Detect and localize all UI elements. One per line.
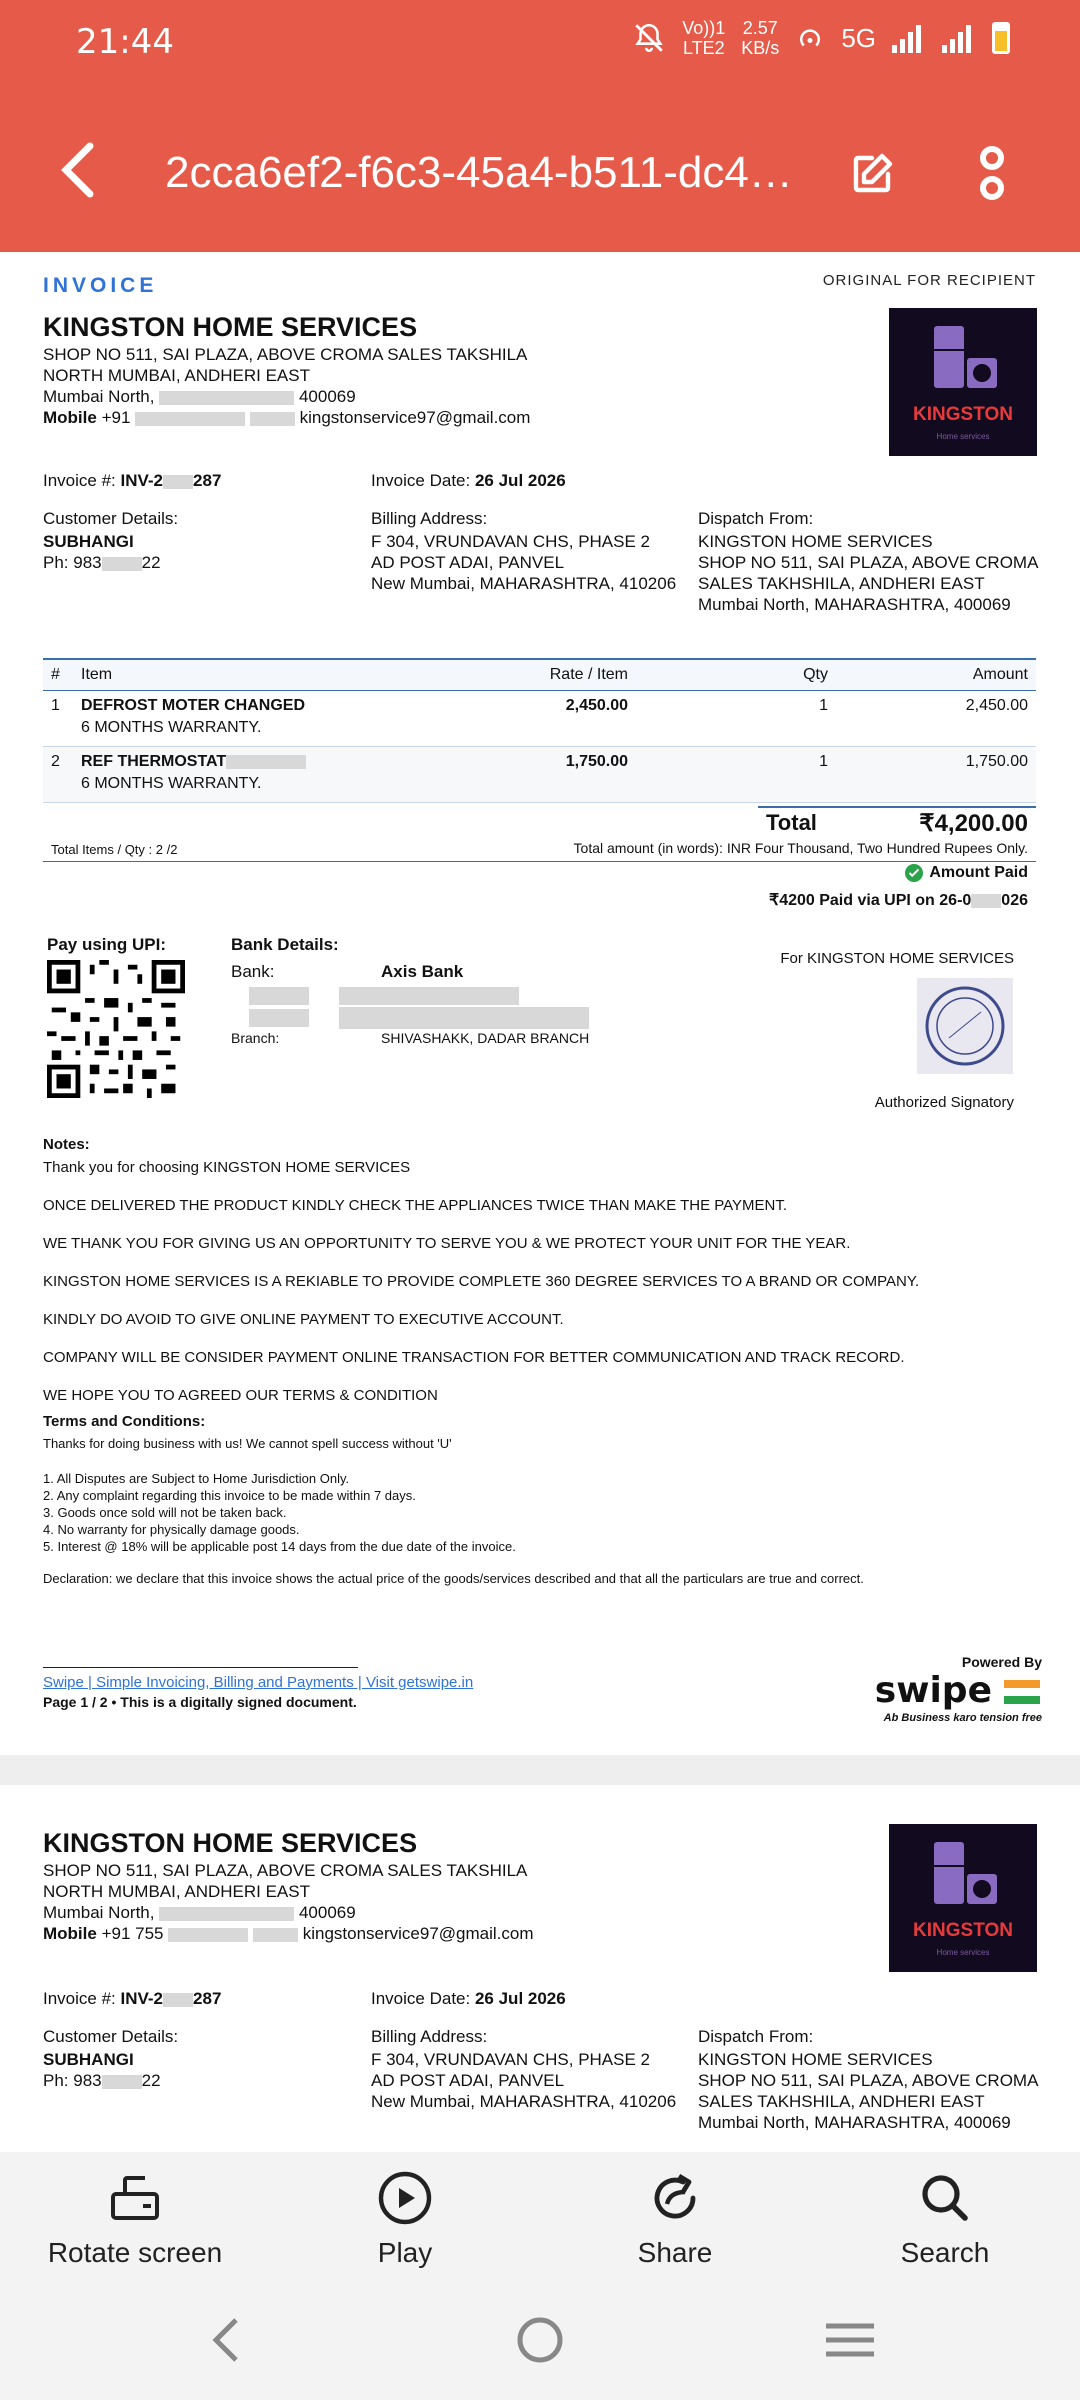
customer-phone <box>43 2070 178 2091</box>
document-title: 2cca6ef2-f6c3-45a4-b511-dc4… <box>165 148 793 197</box>
share-button[interactable] <box>575 2170 775 2269</box>
branch-value: SHIVASHAKK, DADAR BRANCH <box>381 1030 590 1046</box>
invoice-number-label: Invoice #: <box>43 1989 116 2008</box>
fridge-icon <box>889 308 1037 398</box>
phone-prefix: Ph: 983 <box>43 2071 102 2090</box>
row-item <box>73 691 456 747</box>
invoice-date-label: Invoice Date: <box>371 471 471 490</box>
redacted <box>249 987 309 1005</box>
words-rule <box>43 861 1036 862</box>
share-icon <box>647 2170 703 2226</box>
column-qty: Qty <box>636 659 836 691</box>
address-pin: 400069 <box>298 1903 356 1922</box>
bell-muted-icon <box>632 21 666 55</box>
company-email: kingstonservice97@gmail.com <box>299 408 531 427</box>
term-item: 2. Any complaint regarding this invoice to be made within 7 days. <box>43 1488 416 1503</box>
invoice-number-suffix: 287 <box>193 1989 222 2008</box>
status-icons <box>632 18 1010 58</box>
redacted <box>339 1007 589 1029</box>
customer-label: Customer Details: <box>43 2027 179 2046</box>
dispatch-line: Mumbai North, MAHARASHTRA, 400069 <box>698 2113 1011 2132</box>
phone-suffix: 22 <box>141 2071 161 2090</box>
for-company-label: For KINGSTON HOME SERVICES <box>780 950 1014 967</box>
dispatch-from <box>698 508 1038 615</box>
notes-section <box>43 1136 1038 1586</box>
billing-address <box>371 508 676 594</box>
redacted <box>249 1009 309 1027</box>
dispatch-line: SHOP NO 511, SAI PLAZA, ABOVE CROMA <box>698 2071 1039 2090</box>
customer-name: SUBHANGI <box>43 2050 134 2069</box>
term-item: 1. All Disputes are Subject to Home Jurisdiction Only. <box>43 1471 350 1486</box>
row-num: 2 <box>43 747 73 803</box>
page-number: Page 1 / 2 <box>43 1694 108 1710</box>
invoice-number-value: INV-2 <box>120 1989 164 2008</box>
redacted <box>971 894 1001 908</box>
mobile-label: Mobile <box>43 1924 97 1943</box>
paid-via-suffix: 026 <box>1001 892 1028 909</box>
branch-key: Branch: <box>231 1030 280 1046</box>
total-label: Total <box>766 810 817 835</box>
company-address <box>43 344 530 428</box>
invoice-label: INVOICE <box>43 274 158 297</box>
dispatch-label: Dispatch From: <box>698 509 814 528</box>
address-city: Mumbai North, <box>43 1903 155 1922</box>
note-line: WE HOPE YOU TO AGREED OUR TERMS & CONDITION <box>43 1387 438 1404</box>
invoice-date-value: 26 Jul 2026 <box>474 471 566 490</box>
customer-name: SUBHANGI <box>43 532 134 551</box>
row-qty: 1 <box>636 747 836 803</box>
logo-text: KINGSTON <box>913 404 1013 425</box>
dispatch-line: KINGSTON HOME SERVICES <box>698 532 933 551</box>
row-qty: 1 <box>636 691 836 747</box>
term-item: 4. No warranty for physically damage goods. <box>43 1522 300 1537</box>
play-label: Play <box>377 2237 433 2268</box>
column-num: # <box>43 659 73 691</box>
redacted <box>253 1928 298 1942</box>
item-name: DEFROST MOTER CHANGED <box>81 697 305 714</box>
table-header <box>43 659 1036 691</box>
redacted <box>226 755 306 769</box>
page2-invoice-date <box>371 1988 566 2009</box>
redacted <box>159 1907 294 1921</box>
page-gap <box>0 1755 1080 1785</box>
address-pin: 400069 <box>298 387 356 406</box>
invoice-number-label: Invoice #: <box>43 471 116 490</box>
bank-row <box>231 984 589 1006</box>
amount-paid <box>905 864 1028 882</box>
bank-value: Axis Bank <box>381 962 464 981</box>
row-rate: 2,450.00 <box>456 691 636 747</box>
column-rate: Rate / Item <box>456 659 636 691</box>
footer-rule <box>43 1667 358 1668</box>
upi-qr-code[interactable] <box>47 960 185 1098</box>
total-items: Total Items / Qty : 2 /2 <box>51 842 178 857</box>
page2-company-logo <box>889 1824 1037 1972</box>
back-arrow-icon[interactable] <box>58 140 98 200</box>
swipe-link[interactable]: Swipe | Simple Invoicing, Billing and Payments | Visit getswipe.in <box>43 1674 474 1691</box>
logo-subtext: Home services <box>936 432 990 441</box>
nav-recents-icon[interactable] <box>824 2320 876 2360</box>
invoice-date-label: Invoice Date: <box>371 1989 471 2008</box>
paid-via-text: ₹4200 Paid via UPI on 26-0 <box>769 892 972 909</box>
row-amount: 2,450.00 <box>836 691 1036 747</box>
page2-customer-details <box>43 2026 178 2091</box>
invoice-date <box>371 470 566 491</box>
amount-paid-label: Amount Paid <box>929 864 1028 881</box>
page2-company-address <box>43 1860 534 1944</box>
address-line: SHOP NO 511, SAI PLAZA, ABOVE CROMA SALES TAKSHILA <box>43 1861 528 1880</box>
edit-icon[interactable] <box>848 150 896 198</box>
rotate-screen-button[interactable] <box>35 2170 235 2269</box>
items-table <box>43 658 1036 803</box>
customer-details <box>43 508 178 573</box>
redacted <box>339 987 519 1005</box>
signal-icon-1 <box>892 23 926 53</box>
note-line: Thank you for choosing KINGSTON HOME SERVICES <box>43 1159 411 1176</box>
bank-row <box>231 1028 589 1049</box>
item-desc: 6 MONTHS WARRANTY. <box>81 719 262 736</box>
dispatch-label: Dispatch From: <box>698 2027 814 2046</box>
powered-by: Powered By <box>961 1654 1042 1670</box>
invoice-number <box>43 470 221 491</box>
address-line: NORTH MUMBAI, ANDHERI EAST <box>43 1882 310 1901</box>
contact-line <box>43 407 530 428</box>
term-item: 5. Interest @ 18% will be applicable post 14 days from the due date of the invoice. <box>43 1539 516 1554</box>
rotate-screen-label: Rotate screen <box>47 2237 223 2268</box>
logo-subtext: Home services <box>936 1948 990 1957</box>
speed-unit: KB/s <box>741 38 780 58</box>
india-flag-icon <box>1004 1680 1040 1704</box>
billing-line: AD POST ADAI, PANVEL <box>371 553 565 572</box>
column-item: Item <box>73 659 456 691</box>
billing-line: AD POST ADAI, PANVEL <box>371 2071 565 2090</box>
company-name: KINGSTON HOME SERVICES <box>43 312 418 342</box>
bank-details <box>231 934 589 1049</box>
phone-suffix: 22 <box>141 553 161 572</box>
play-icon <box>377 2170 433 2226</box>
system-nav-bar <box>0 2280 1080 2400</box>
redacted <box>135 412 245 426</box>
network-type: 5G <box>841 22 876 53</box>
bank-row <box>231 961 589 982</box>
table-row <box>43 691 1036 747</box>
upi-label: Pay using UPI: <box>47 935 167 954</box>
billing-line: New Mumbai, MAHARASHTRA, 410206 <box>371 574 677 593</box>
page2-billing-address <box>371 2026 676 2112</box>
address-line: SHOP NO 511, SAI PLAZA, ABOVE CROMA SALES TAKSHILA <box>43 345 528 364</box>
dispatch-line: KINGSTON HOME SERVICES <box>698 2050 933 2069</box>
logo-text: KINGSTON <box>913 1920 1013 1941</box>
hotspot-icon <box>795 23 825 53</box>
fridge-icon <box>889 1824 1037 1914</box>
check-circle-icon <box>905 864 923 882</box>
volte-indicator <box>682 18 725 58</box>
digital-note: This is a digitally signed document. <box>120 1694 357 1710</box>
bank-key: Bank: <box>231 962 275 981</box>
original-label: ORIGINAL FOR RECIPIENT <box>822 272 1036 289</box>
note-line: ONCE DELIVERED THE PRODUCT KINDLY CHECK THE APPLIANCES TWICE THAN MAKE THE PAYMENT. <box>43 1197 788 1214</box>
dispatch-line: SALES TAKHSHILA, ANDHERI EAST <box>698 574 985 593</box>
status-time: 21:44 <box>76 22 174 62</box>
redacted <box>168 1928 248 1942</box>
dispatch-line: SHOP NO 511, SAI PLAZA, ABOVE CROMA <box>698 553 1039 572</box>
terms-list <box>43 1470 1038 1555</box>
declaration: Declaration: we declare that this invoice shows the actual price of the goods/services described and that all the particulars are true and correct. <box>43 1571 864 1586</box>
note-line: KINDLY DO AVOID TO GIVE ONLINE PAYMENT TO EXECUTIVE ACCOUNT. <box>43 1311 564 1328</box>
item-name: REF THERMOSTAT <box>81 753 227 770</box>
billing-line: New Mumbai, MAHARASHTRA, 410206 <box>371 2092 677 2111</box>
column-amount: Amount <box>836 659 1036 691</box>
volte-bottom: LTE2 <box>682 38 725 58</box>
search-label: Search <box>900 2237 990 2268</box>
page-info: Page 1 / 2 • This is a digitally signed document. <box>43 1694 357 1710</box>
page2-company-name: KINGSTON HOME SERVICES <box>43 1828 418 1858</box>
table-row <box>43 747 1036 803</box>
search-icon <box>917 2170 973 2226</box>
total-value: ₹4,200.00 <box>919 810 1028 837</box>
billing-line: F 304, VRUNDAVAN CHS, PHASE 2 <box>371 2050 651 2069</box>
row-item <box>73 747 456 803</box>
address-city: Mumbai North, <box>43 387 155 406</box>
nav-back-icon[interactable] <box>208 2316 244 2364</box>
note-line: KINGSTON HOME SERVICES IS A REKIABLE TO PROVIDE COMPLETE 360 DEGREE SERVICES TO A BRAND OR COMPANY. <box>43 1273 920 1290</box>
phone-prefix: Ph: 983 <box>43 553 102 572</box>
redacted <box>102 2075 142 2089</box>
redacted <box>159 391 294 405</box>
battery-icon <box>992 22 1010 54</box>
term-item: 3. Goods once sold will not be taken back. <box>43 1505 287 1520</box>
row-rate: 1,750.00 <box>456 747 636 803</box>
company-stamp <box>917 978 1013 1074</box>
note-line: COMPANY WILL BE CONSIDER PAYMENT ONLINE TRANSACTION FOR BETTER COMMUNICATION AND TRACK RECORD. <box>43 1349 905 1366</box>
page2-invoice-number <box>43 1988 221 2009</box>
row-amount: 1,750.00 <box>836 747 1036 803</box>
mobile-number: +91 755 <box>101 1924 164 1943</box>
address-line <box>43 1902 534 1923</box>
terms-label: Terms and Conditions: <box>43 1413 206 1430</box>
invoice-number-value: INV-2 <box>120 471 164 490</box>
note-line: WE THANK YOU FOR GIVING US AN OPPORTUNITY TO SERVE YOU & WE PROTECT YOUR UNIT FOR THE YEAR. <box>43 1235 851 1252</box>
terms-intro: Thanks for doing business with us! We cannot spell success without 'U' <box>43 1436 452 1451</box>
paid-via <box>769 890 1028 910</box>
mobile-number: +91 <box>101 408 131 427</box>
invoice-number-suffix: 287 <box>193 471 222 490</box>
address-line: NORTH MUMBAI, ANDHERI EAST <box>43 366 310 385</box>
volte-top: Vo))1 <box>682 18 726 38</box>
bank-label: Bank Details: <box>231 935 339 954</box>
app-bar <box>0 88 1080 252</box>
nav-home-icon[interactable] <box>516 2316 564 2364</box>
customer-phone <box>43 552 178 573</box>
play-button[interactable] <box>305 2170 505 2269</box>
row-num: 1 <box>43 691 73 747</box>
customer-label: Customer Details: <box>43 509 179 528</box>
search-button[interactable] <box>845 2170 1045 2269</box>
billing-line: F 304, VRUNDAVAN CHS, PHASE 2 <box>371 532 651 551</box>
redacted <box>102 557 142 571</box>
address-line <box>43 386 530 407</box>
rotate-screen-icon <box>107 2170 163 2226</box>
notes-label: Notes: <box>43 1136 90 1153</box>
dispatch-line: SALES TAKHSHILA, ANDHERI EAST <box>698 2092 985 2111</box>
invoice-date-value: 26 Jul 2026 <box>474 1989 566 2008</box>
speed-indicator <box>741 18 779 58</box>
company-logo <box>889 308 1037 456</box>
more-options-icon[interactable] <box>978 146 1006 202</box>
bank-row <box>231 1006 589 1028</box>
mobile-label: Mobile <box>43 408 97 427</box>
item-desc: 6 MONTHS WARRANTY. <box>81 775 262 792</box>
swipe-tagline: Ab Business karo tension free <box>883 1712 1042 1724</box>
billing-label: Billing Address: <box>371 509 488 528</box>
billing-label: Billing Address: <box>371 2027 488 2046</box>
redacted <box>163 475 193 489</box>
redacted <box>250 412 295 426</box>
dispatch-line: Mumbai North, MAHARASHTRA, 400069 <box>698 595 1011 614</box>
redacted <box>163 1993 193 2007</box>
page2-dispatch-from <box>698 2026 1038 2133</box>
speed-value: 2.57 <box>742 18 778 38</box>
authorized-signatory: Authorized Signatory <box>874 1094 1014 1111</box>
share-label: Share <box>637 2237 713 2268</box>
swipe-logo: swipe <box>874 1670 992 1711</box>
contact-line <box>43 1923 534 1944</box>
bottom-toolbar <box>0 2152 1080 2280</box>
signal-icon-2 <box>942 23 976 53</box>
amount-in-words: Total amount (in words): INR Four Thousand, Two Hundred Rupees Only. <box>573 840 1028 856</box>
company-email: kingstonservice97@gmail.com <box>302 1924 534 1943</box>
total-top-rule <box>758 806 1036 808</box>
status-bar <box>0 0 1080 88</box>
